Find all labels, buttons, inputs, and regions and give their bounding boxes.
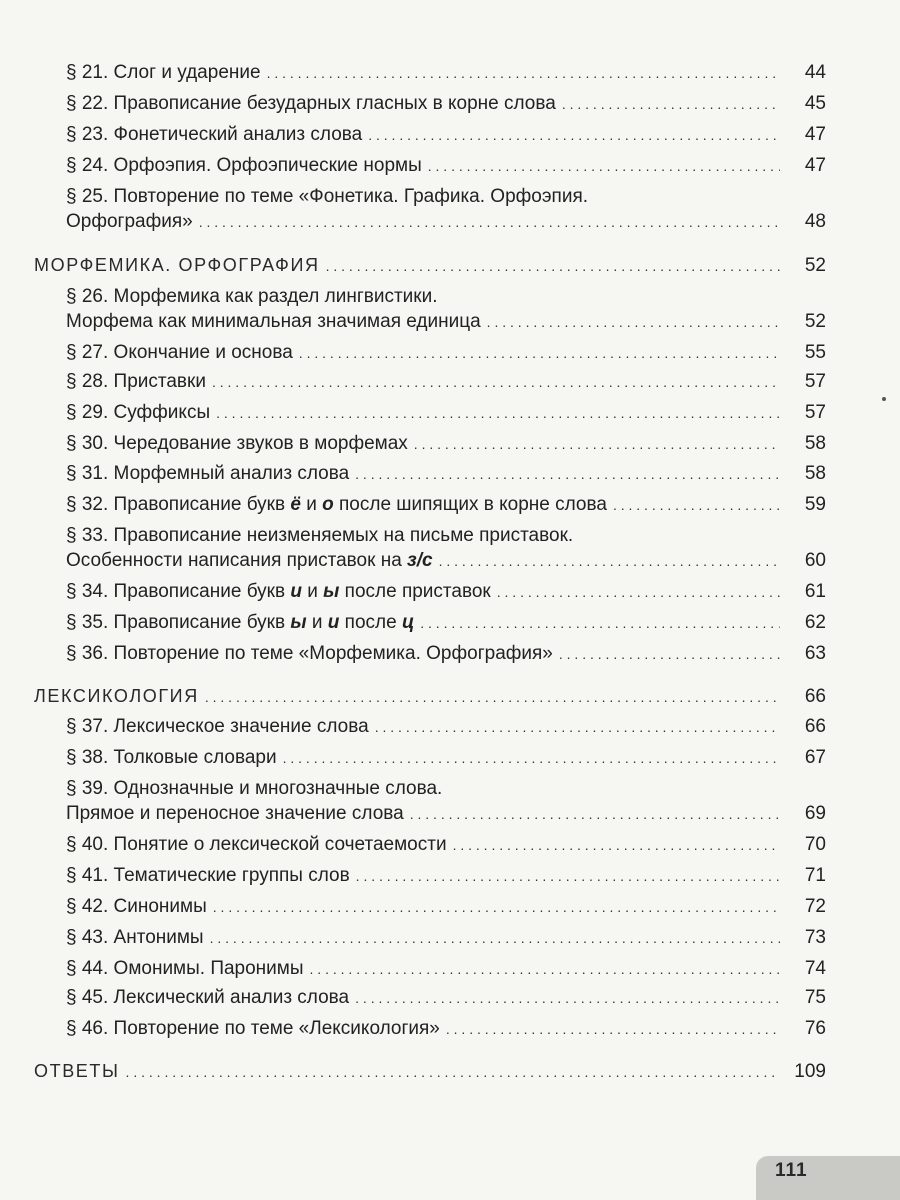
entry-title <box>66 611 414 635</box>
entry-title: § 43. Антонимы <box>66 927 204 948</box>
print-speck <box>882 397 886 401</box>
toc-entry-34 <box>66 580 826 604</box>
entry-title: § 45. Лексический анализ слова <box>66 987 350 1008</box>
entry-title: Орфография» <box>66 211 193 232</box>
dot-leader <box>428 154 780 178</box>
letter-ts: ц <box>401 612 415 633</box>
entry-page: 48 <box>804 211 826 232</box>
dot-leader <box>420 611 780 635</box>
section-lexicology <box>34 684 826 709</box>
section-title: ОТВЕТЫ <box>34 1061 120 1081</box>
entry-page: 45 <box>804 93 826 114</box>
dot-leader <box>439 549 780 573</box>
toc-entry-25-line2 <box>66 210 826 234</box>
entry-title: § 38. Толковые словари <box>66 747 277 768</box>
entry-page: 67 <box>804 747 826 768</box>
letter-i: и <box>327 612 340 633</box>
entry-title: § 40. Понятие о лексической сочетаемости <box>66 834 447 855</box>
dot-leader <box>497 580 780 604</box>
entry-title: § 36. Повторение по теме «Морфемика. Орфография» <box>66 643 553 664</box>
entry-title: § 31. Морфемный анализ слова <box>66 463 350 484</box>
entry-page: 71 <box>804 865 826 886</box>
toc-entry-44 <box>66 957 826 981</box>
section-answers <box>34 1059 826 1084</box>
entry-page: 73 <box>804 927 826 948</box>
dot-leader <box>410 802 780 826</box>
entry-title: § 27. Окончание и основа <box>66 342 293 363</box>
entry-title <box>66 493 607 517</box>
toc-entry-22 <box>66 92 826 116</box>
toc-entry-39-line2 <box>66 802 826 826</box>
letter-i: и <box>290 581 302 602</box>
toc-entry-39-line1: § 39. Однозначные и многозначные слова. <box>66 778 443 799</box>
toc-entry-30 <box>66 432 826 456</box>
dot-leader <box>414 432 780 456</box>
section-page: 52 <box>804 255 826 276</box>
dot-leader <box>213 895 780 919</box>
letter-y: ы <box>323 581 340 602</box>
entry-page: 76 <box>804 1018 826 1039</box>
toc-entry-26-line2 <box>66 310 826 334</box>
dot-leader <box>613 493 780 517</box>
toc-entry-27 <box>66 341 826 365</box>
toc-entry-24 <box>66 154 826 178</box>
dot-leader <box>205 685 780 709</box>
dot-leader <box>126 1060 780 1084</box>
entry-page: 61 <box>804 581 826 602</box>
dot-leader <box>355 462 780 486</box>
letter-y: ы <box>290 612 307 633</box>
page-number: 111 <box>775 1160 808 1181</box>
entry-page: 47 <box>804 155 826 176</box>
entry-page: 59 <box>804 494 826 515</box>
entry-title <box>66 549 433 573</box>
title-part: Особенности написания приставок на <box>66 550 408 571</box>
entry-title: § 29. Суффиксы <box>66 402 211 423</box>
title-part: после приставок <box>339 581 491 602</box>
toc-entry-33-line2 <box>66 549 826 573</box>
dot-leader <box>310 957 780 981</box>
toc-entry-37 <box>66 715 826 739</box>
section-title: МОРФЕМИКА. ОРФОГРАФИЯ <box>34 255 320 275</box>
dot-leader <box>210 926 780 950</box>
dot-leader <box>326 254 780 278</box>
dot-leader <box>562 92 780 116</box>
entry-title: § 37. Лексическое значение слова <box>66 716 369 737</box>
entry-title: Морфема как минимальная значимая единица <box>66 311 481 332</box>
dot-leader <box>199 210 780 234</box>
toc-entry-33-line1: § 33. Правописание неизменяемых на письме приставок. <box>66 525 574 546</box>
title-part: после шипящих в корне слова <box>333 494 607 515</box>
entry-title: § 44. Омонимы. Паронимы <box>66 958 304 979</box>
entry-page: 62 <box>804 612 826 633</box>
entry-page: 55 <box>804 342 826 363</box>
entry-title: § 24. Орфоэпия. Орфоэпические нормы <box>66 155 422 176</box>
entry-title: § 23. Фонетический анализ слова <box>66 124 363 145</box>
dot-leader <box>267 61 780 85</box>
title-part: § 34. Правописание букв <box>66 581 291 602</box>
entry-title: § 42. Синонимы <box>66 896 207 917</box>
dot-leader <box>356 864 780 888</box>
toc-entry-40 <box>66 833 826 857</box>
entry-page: 58 <box>804 433 826 454</box>
toc-entry-31 <box>66 462 826 486</box>
entry-title: § 28. Приставки <box>66 371 206 392</box>
entry-page: 66 <box>804 716 826 737</box>
entry-page: 44 <box>804 62 826 83</box>
toc-entry-38 <box>66 746 826 770</box>
entry-page: 75 <box>804 987 826 1008</box>
entry-title <box>66 580 491 604</box>
dot-leader <box>212 370 780 394</box>
toc-entry-41 <box>66 864 826 888</box>
dot-leader <box>487 310 780 334</box>
entry-title: § 22. Правописание безударных гласных в корне слова <box>66 93 556 114</box>
toc-entry-43 <box>66 926 826 950</box>
section-morphemics <box>34 253 826 278</box>
entry-page: 57 <box>804 402 826 423</box>
letters-z-s: з/с <box>407 550 433 571</box>
letter-o: о <box>322 494 334 515</box>
title-part: после <box>339 612 402 633</box>
toc-entry-42 <box>66 895 826 919</box>
dot-leader <box>559 642 780 666</box>
dot-leader <box>375 715 780 739</box>
entry-page: 58 <box>804 463 826 484</box>
toc-entry-36 <box>66 642 826 666</box>
entry-page: 60 <box>804 550 826 571</box>
toc-entry-21 <box>66 61 826 85</box>
section-title: ЛЕКСИКОЛОГИЯ <box>34 686 199 706</box>
entry-page: 69 <box>804 803 826 824</box>
toc-entry-32 <box>66 493 826 517</box>
dot-leader <box>299 341 780 365</box>
entry-title: Прямое и переносное значение слова <box>66 803 404 824</box>
toc-entry-35 <box>66 611 826 635</box>
letter-yo: ё <box>290 494 301 515</box>
entry-title: § 30. Чередование звуков в морфемах <box>66 433 408 454</box>
title-part: и <box>300 494 323 515</box>
entry-page: 74 <box>804 958 826 979</box>
toc-entry-45 <box>66 986 826 1010</box>
entry-page: 57 <box>804 371 826 392</box>
dot-leader <box>355 986 780 1010</box>
title-part: и <box>301 581 324 602</box>
entry-page: 72 <box>804 896 826 917</box>
toc-entry-25-line1: § 25. Повторение по теме «Фонетика. Графика. Орфоэпия. <box>66 186 589 207</box>
section-page: 66 <box>804 686 826 707</box>
dot-leader <box>283 746 780 770</box>
dot-leader <box>368 123 780 147</box>
title-part: и <box>306 612 328 633</box>
entry-title: § 41. Тематические группы слов <box>66 865 350 886</box>
title-part: § 35. Правописание букв <box>66 612 291 633</box>
entry-page: 70 <box>804 834 826 855</box>
toc-entry-29 <box>66 401 826 425</box>
entry-page: 47 <box>804 124 826 145</box>
dot-leader <box>216 401 780 425</box>
section-page: 109 <box>794 1061 826 1082</box>
entry-page: 52 <box>804 311 826 332</box>
toc-entry-46 <box>66 1017 826 1041</box>
title-part: § 32. Правописание букв <box>66 494 291 515</box>
toc-entry-26-line1: § 26. Морфемика как раздел лингвистики. <box>66 286 438 307</box>
dot-leader <box>453 833 780 857</box>
dot-leader <box>446 1017 780 1041</box>
toc-entry-23 <box>66 123 826 147</box>
entry-title: § 46. Повторение по теме «Лексикология» <box>66 1018 440 1039</box>
toc-entry-28 <box>66 370 826 394</box>
entry-title: § 21. Слог и ударение <box>66 62 261 83</box>
entry-page: 63 <box>804 643 826 664</box>
